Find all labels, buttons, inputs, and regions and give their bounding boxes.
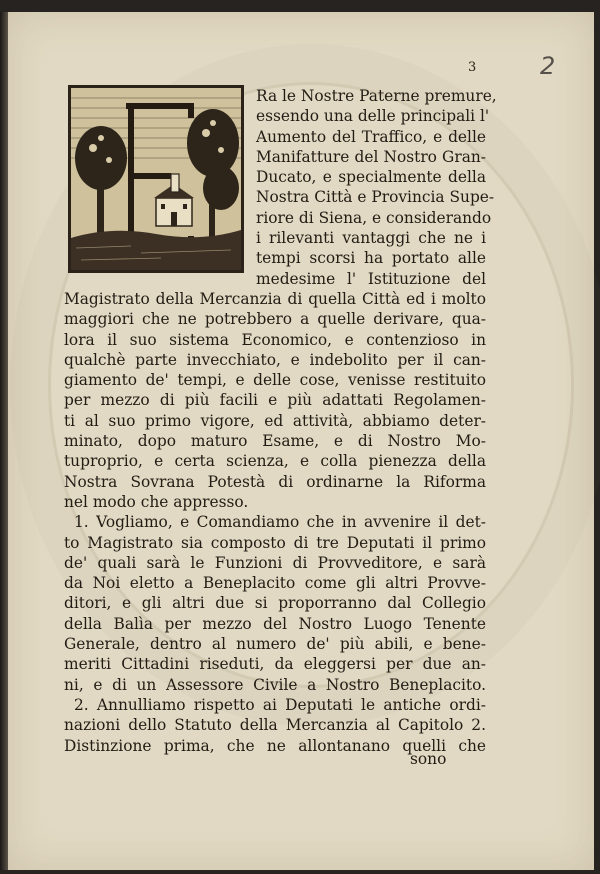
text-line: de' quali sarà le Funzioni di Provveditore, e sarà [64,553,486,572]
text-line: to Magistrato sia composto di tre Deputati il primo [64,533,486,552]
text-line: riore di Siena, e considerando [256,208,492,227]
text-line: Generale, dentro al numero de' più abili, e bene- [64,635,486,654]
body-text [64,86,497,756]
text-line: minato, dopo maturo Esame, e di Nostro Mo- [64,432,486,451]
text-line: i rilevanti vantaggi che ne i [256,229,486,248]
text-line: Aumento del Traffico, e delle [256,127,486,146]
text-line: Ducato, e specialmente della [256,168,486,187]
page-number: 3 [468,60,477,75]
text-line: per mezzo di più facili e più adattati Regolamen- [64,391,486,410]
text-line: Ra le Nostre Paterne premure, [256,87,497,105]
text-line: nel modo che appresso. [64,492,249,511]
text-line: ditori, e gli altri due si proporranno dal Collegio [64,594,486,613]
text-line: tempi scorsi ha portato alle [256,249,486,268]
text-line: della Balìa per mezzo del Nostro Luogo Tenente [64,614,486,633]
text-line: Magistrato della Mercanzia di quella Città ed i molto [64,289,486,308]
catchword: sono [410,750,447,768]
text-line: lora il suo sistema Economico, e contenzioso in [64,330,486,349]
text-line: da Noi eletto a Beneplacito come gli altri Provve- [64,574,486,593]
text-line: Distinzione prima, che ne allontanano quelli che [64,736,486,755]
text-line: Nostra Sovrana Potestà di ordinarne la Riforma [64,472,486,491]
text-line: meriti Cittadini riseduti, da eleggersi per due an- [64,655,486,674]
text-line: maggiori che ne potrebbero a quelle derivare, qua- [64,310,486,329]
text-line: ti al suo primo vigore, ed attività, abbiamo deter- [64,411,486,430]
text-line: Nostra Città e Provincia Supe- [256,188,495,207]
text-line: ni, e di un Assessore Civile a Nostro Beneplacito. [64,675,486,694]
text-line: qualchè parte invecchiato, e indebolito per il can- [64,350,486,369]
text-line: medesime l' Istituzione del [256,269,486,288]
text-line: nazioni dello Statuto della Mercanzia al Capitolo 2. [64,716,486,735]
text-line: tuproprio, e certa scienza, e colla pienezza della [64,452,486,471]
text-line: Manifatture del Nostro Gran- [256,147,486,166]
handwritten-page-note: 2 [540,52,556,80]
text-line: 2. Annulliamo rispetto ai Deputati le antiche ordi- [74,695,486,714]
text-line: giamento de' tempi, e delle cose, venisse restituito [64,371,486,390]
text-line: 1. Vogliamo, e Comandiamo che in avvenire il det- [74,513,486,532]
text-line: essendo una delle principali l' [256,107,490,126]
